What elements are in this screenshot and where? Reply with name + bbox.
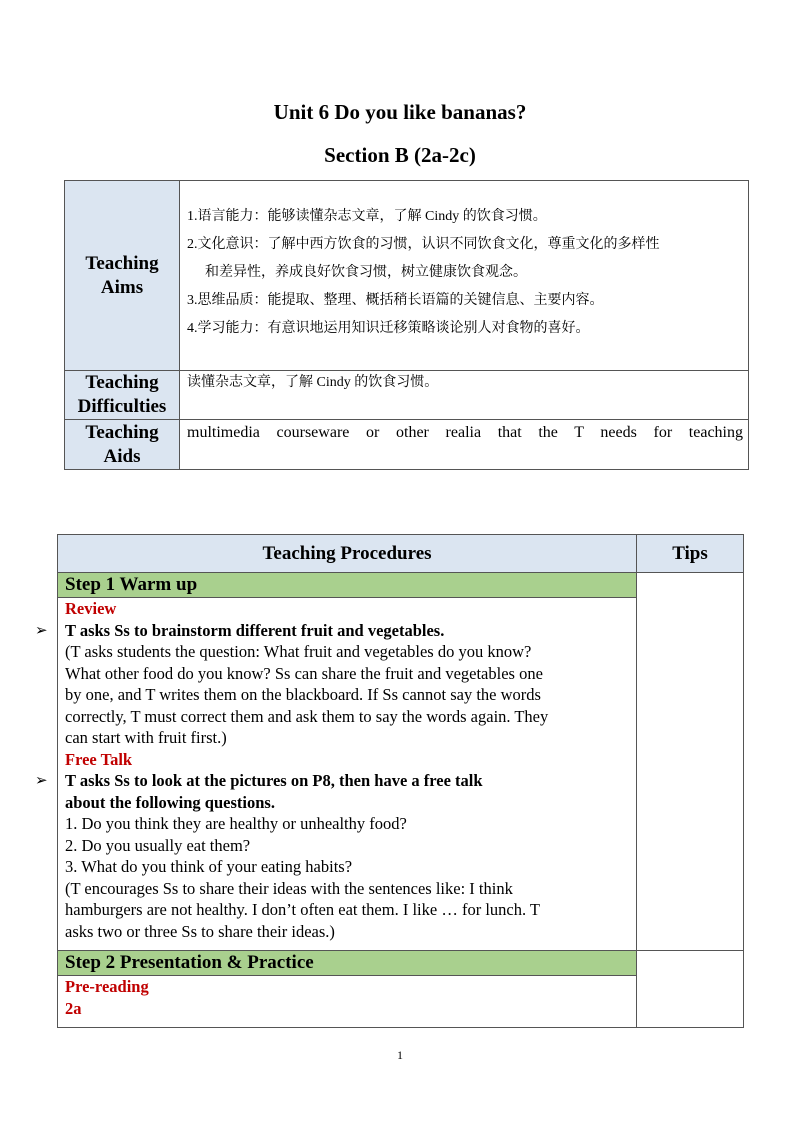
- procedures-header: Teaching Procedures: [58, 535, 637, 573]
- review-label: Review: [65, 599, 117, 618]
- pre-reading-label: Pre-reading: [65, 977, 149, 996]
- free-talk-text-2: hamburgers are not healthy. I don’t often eat them. I like … for lunch. T: [65, 900, 541, 919]
- review-bullet-item: [35, 620, 630, 642]
- step1-body: [35, 598, 637, 951]
- free-talk-label: Free Talk: [65, 749, 133, 769]
- free-talk-text-1: (T encourages Ss to share their ideas with the sentences like: I think: [65, 878, 513, 898]
- step2-body: [58, 976, 637, 1028]
- step1-title-row: [58, 573, 744, 598]
- document-title: Unit 6 Do you like bananas?: [273, 100, 527, 124]
- sub-label-2a: 2a: [65, 998, 82, 1018]
- aids-row: [65, 420, 749, 470]
- free-talk-bullet-line1: T asks Ss to look at the pictures on P8, then have a free talk: [65, 771, 483, 790]
- review-text-1: (T asks students the question: What fruit and vegetables do you know?: [65, 642, 532, 661]
- procedures-header-row: [58, 535, 744, 573]
- review-text-3: by one, and T writes them on the blackboard. If Ss cannot say the words: [65, 685, 541, 704]
- aim-item-4: 4.学习能力：有意识地运用知识迁移策略谈论别人对食物的喜好。: [187, 321, 590, 336]
- aids-label-line2: Aids: [103, 445, 141, 467]
- free-talk-bullet-item: [35, 770, 630, 792]
- difficulties-label-line1: Teaching: [85, 372, 159, 393]
- arrow-bullet-icon: ➢: [35, 620, 48, 639]
- teaching-info-table: [64, 180, 749, 470]
- difficulties-content: 读懂杂志文章，了解 Cindy 的饮食习惯。: [180, 371, 749, 420]
- aims-label-line1: Teaching: [85, 252, 159, 274]
- difficulties-row: [65, 371, 749, 420]
- review-text-4: correctly, T must correct them and ask them to say the words again. They: [65, 706, 549, 726]
- step2-title-row: [58, 951, 744, 976]
- page-number: 1: [397, 1048, 403, 1062]
- aim-item-3: 3.思维品质：能提取、整理、概括稍长语篇的关键信息、主要内容。: [187, 293, 604, 308]
- review-bullet-text: T asks Ss to brainstorm different fruit and vegetables.: [65, 620, 445, 640]
- question-3: 3. What do you think of your eating habits?: [65, 857, 353, 876]
- aids-label-line1: Teaching: [85, 421, 159, 443]
- aims-label: [65, 181, 180, 371]
- tips-header: Tips: [637, 535, 744, 573]
- step2-tips-cell: [637, 951, 744, 1028]
- difficulties-label-line2: Difficulties: [77, 396, 167, 417]
- aids-content: [180, 420, 749, 470]
- aims-content: [180, 181, 749, 371]
- free-talk-bullet-line2: about the following questions.: [65, 792, 275, 812]
- aids-text: multimedia courseware or other realia that the T needs for teaching: [187, 424, 743, 441]
- question-1: 1. Do you think they are healthy or unhealthy food?: [65, 814, 407, 833]
- review-text-2: What other food do you know? Ss can share the fruit and vegetables one: [65, 663, 543, 683]
- aids-label: [65, 420, 180, 470]
- arrow-bullet-icon: ➢: [35, 771, 48, 789]
- document-subtitle: Section B (2a-2c): [324, 143, 476, 167]
- aim-item-2: 2.文化意识：了解中西方饮食的习惯，认识不同饮食文化，尊重文化的多样性: [187, 237, 660, 252]
- question-2: 2. Do you usually eat them?: [65, 835, 251, 855]
- aim-item-2-cont: 和差异性，养成良好饮食习惯，树立健康饮食观念。: [205, 265, 527, 280]
- step1-tips-cell: [637, 573, 744, 951]
- procedures-table: [35, 534, 744, 1028]
- aim-item-1: 1.语言能力：能够读懂杂志文章，了解 Cindy 的饮食习惯。: [187, 209, 547, 224]
- step2-title: Step 2 Presentation & Practice: [58, 951, 637, 976]
- free-talk-text-3: asks two or three Ss to share their ideas.): [65, 921, 335, 941]
- aims-row: [65, 181, 749, 371]
- step1-title: Step 1 Warm up: [58, 573, 637, 598]
- review-text-5: can start with fruit first.): [65, 728, 227, 747]
- aims-label-line2: Aims: [100, 276, 144, 298]
- difficulties-label: [65, 371, 180, 420]
